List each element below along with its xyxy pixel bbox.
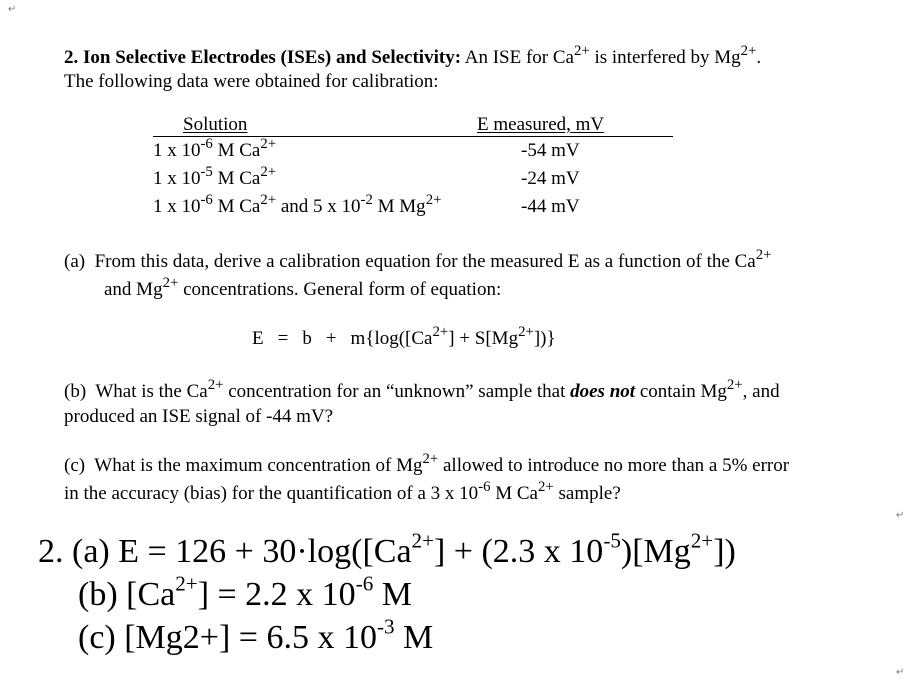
mg-charge: 2+ [162,274,179,291]
question-intro-line2: The following data were obtained for calibration: [64,71,439,92]
part-a-line2 [104,274,502,302]
part-c-line2: in the accuracy (bias) for the quantification of a 3 x $10^{-6}$ M $Ca^{2+}$ sample? [64,478,621,504]
part-c-line1: (c) What is the maximum concentration of $Mg^{2+}$ allowed to introduce no more than a 5% error [64,450,790,476]
e-cell: -44 mV [521,196,580,217]
calibration-table [153,114,673,221]
part-b-label: (b) [64,381,87,402]
part-a-text: From this data, derive a calibration equation for the measured E as a function of the Ca [94,251,756,272]
part-b-line2: produced an ISE signal of -44 mV? [64,406,334,427]
part-a-label: (a) [64,251,86,272]
intro-text-2: is interfered by Mg [589,47,741,68]
solution-cell: 1 x $10^{-6}$ M $Ca^{2+}$ and 5 x $10^{-2}$ M $Mg^{2+}$ [153,191,442,217]
answer-a: 2. (a) $E = 126 + 30\cdot\log([Ca^{2+}] + (2.3$ x $10^{-5})[Mg^{2+}]$) [38,528,736,570]
ca-charge: 2+ [573,42,590,59]
question-intro [64,42,762,70]
table-row [153,165,673,193]
part-a-text: and Mg [104,279,163,300]
table-row [153,193,673,221]
table-header [153,114,673,137]
e-cell: -24 mV [521,168,580,189]
question-title: Ion Selective Electrodes (ISEs) and Selectivity: [83,47,462,68]
e-cell: -54 mV [521,140,580,161]
return-mark-top-left: ↵ [8,4,17,15]
solution-cell: 1 x $10^{-6}$ M $Ca^{2+}$ [153,135,277,161]
part-a-text: concentrations. General form of equation: [178,279,502,300]
general-equation: $E = b + m\{\log([Ca^{2+}] + S[Mg^{2+}])\}$ [252,323,556,349]
intro-text-3: . [756,47,762,68]
header-e-measured: E measured, mV [477,114,605,135]
return-mark-right-1: ↵ [896,510,905,521]
part-a-line1 [64,246,772,274]
question-number: 2. [64,47,79,68]
intro-text-1: An ISE for Ca [464,47,574,68]
solution-cell: 1 x $10^{-5}$ M $Ca^{2+}$ [153,163,277,189]
header-solution: Solution [183,114,248,135]
ca-charge: 2+ [755,246,772,263]
answer-c: (c) [Mg2+] = 6.5 x $10^{-3}$ M [78,614,434,656]
return-mark-right-2: ↵ [896,667,905,678]
mg-charge: 2+ [740,42,757,59]
part-b-line1: (b) What is the $Ca^{2+}$ concentration for an “unknown” sample that does not contain $Mg^{2+}$, and [64,376,780,402]
answer-b: (b) $[Ca^{2+}] = 2.2$ x $10^{-6}$ M [78,571,412,613]
part-c-label: (c) [64,455,86,476]
table-row [153,137,673,165]
